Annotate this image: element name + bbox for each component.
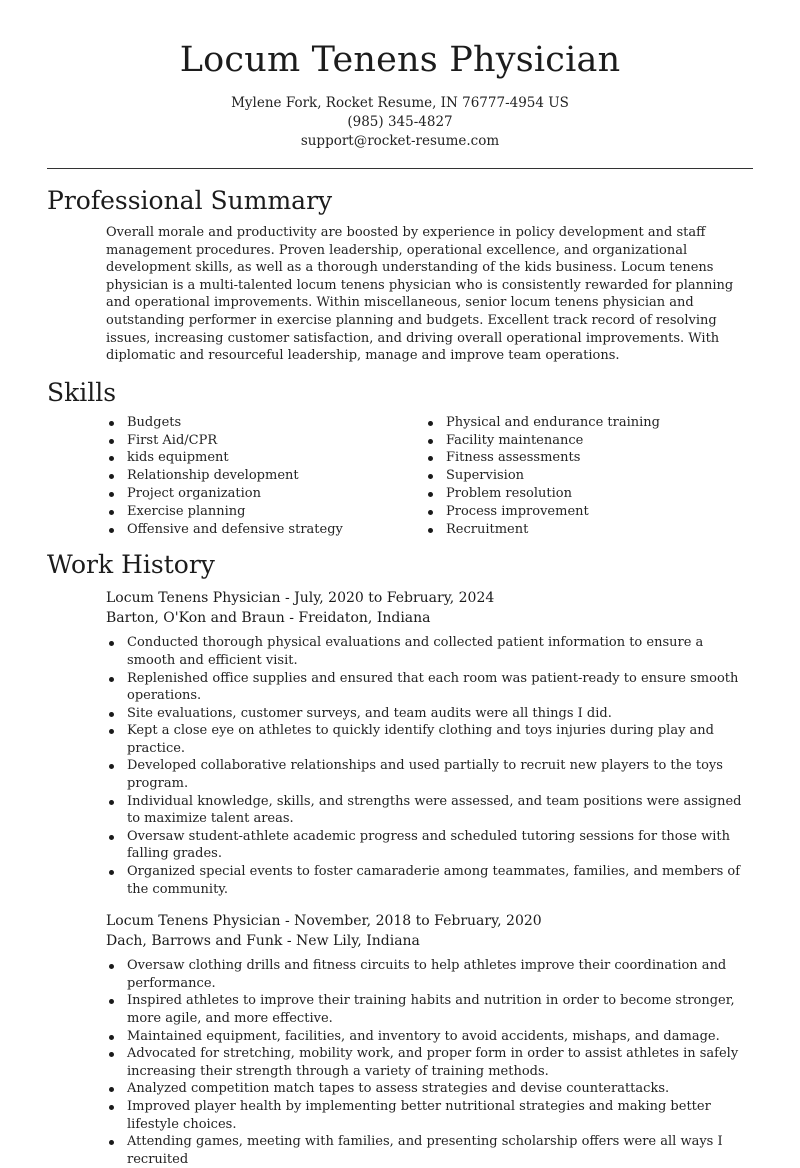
- skill-item: Project organization: [106, 485, 425, 503]
- header-divider: [47, 168, 753, 169]
- skills-list: [106, 414, 800, 539]
- job-duties: [106, 957, 744, 1168]
- contact-address: Mylene Fork, Rocket Resume, IN 76777-4954 US: [231, 95, 569, 111]
- skill-item: Budgets: [106, 414, 425, 432]
- skills-column-right: [425, 414, 660, 539]
- page-title: Locum Tenens Physician: [179, 40, 621, 80]
- duty-item: Individual knowledge, skills, and strengths were assessed, and team positions were assigned to maximize talent areas.: [106, 793, 744, 828]
- duty-item: Attending games, meeting with families, and presenting scholarship offers were all ways I recruited: [106, 1133, 744, 1168]
- resume-header: [0, 0, 800, 151]
- skill-item: First Aid/CPR: [106, 432, 425, 450]
- duty-item: Analyzed competition match tapes to assess strategies and devise counterattacks.: [106, 1080, 744, 1098]
- duty-item: Developed collaborative relationships and used partially to recruit new players to the toys program.: [106, 757, 744, 792]
- job-company-line: Barton, O'Kon and Braun - Freidaton, Indiana: [106, 610, 431, 627]
- duty-item: Kept a close eye on athletes to quickly identify clothing and toys injuries during play and practice.: [106, 722, 744, 757]
- skill-item: Problem resolution: [425, 485, 660, 503]
- duty-item: Oversaw student-athlete academic progress and scheduled tutoring sessions for those with falling grades.: [106, 828, 744, 863]
- summary-text: Overall morale and productivity are boosted by experience in policy development and staff management procedures. Proven leadership, operational excellence, and organizational development skills, as well as a thorough understanding of the kids business. Locum tenens physician is a multi-talented locum tenens physician who is consistently rewarded for planning and operational improvements. Within miscellaneous, senior locum tenens physician and outstanding performer in exercise planning and budgets. Excellent track record of resolving issues, increasing customer satisfaction, and driving overall operational improvements. With diplomatic and resourceful leadership, manage and improve team operations.: [106, 225, 734, 364]
- skills-column-left: [106, 414, 425, 539]
- contact-phone: (985) 345-4827: [347, 114, 453, 130]
- duty-item: Improved player health by implementing better nutritional strategies and making better lifestyle choices.: [106, 1098, 744, 1133]
- job-company-line: Dach, Barrows and Funk - New Lily, Indiana: [106, 933, 420, 950]
- skill-item: kids equipment: [106, 449, 425, 467]
- skill-item: Supervision: [425, 467, 660, 485]
- duty-item: Conducted thorough physical evaluations and collected patient information to ensure a smooth and efficient visit.: [106, 634, 744, 669]
- skill-item: Offensive and defensive strategy: [106, 521, 425, 539]
- duty-item: Organized special events to foster camaraderie among teammates, families, and members of the community.: [106, 863, 744, 898]
- work-history-heading: Work History: [47, 550, 215, 580]
- skill-item: Facility maintenance: [425, 432, 660, 450]
- duty-item: Replenished office supplies and ensured that each room was patient-ready to ensure smooth operations.: [106, 670, 744, 705]
- duty-item: Inspired athletes to improve their training habits and nutrition in order to become stronger, more agile, and more effective.: [106, 992, 744, 1027]
- skill-item: Exercise planning: [106, 503, 425, 521]
- duty-item: Oversaw clothing drills and fitness circuits to help athletes improve their coordination and performance.: [106, 957, 744, 992]
- duty-item: Site evaluations, customer surveys, and team audits were all things I did.: [106, 705, 744, 723]
- duty-item: Maintained equipment, facilities, and inventory to avoid accidents, mishaps, and damage.: [106, 1028, 744, 1046]
- job-title-line: Locum Tenens Physician - November, 2018 to February, 2020: [106, 913, 542, 930]
- skill-item: Process improvement: [425, 503, 660, 521]
- duty-item: Advocated for stretching, mobility work, and proper form in order to assist athletes in safely increasing their strength through a variety of training methods.: [106, 1045, 744, 1080]
- job-entry: [0, 911, 800, 1168]
- summary-heading: Professional Summary: [47, 186, 333, 215]
- skill-item: Physical and endurance training: [425, 414, 660, 432]
- skill-item: Fitness assessments: [425, 449, 660, 467]
- job-title-line: Locum Tenens Physician - July, 2020 to February, 2024: [106, 590, 495, 607]
- job-entry: [0, 588, 800, 898]
- contact-email: support@rocket-resume.com: [300, 133, 500, 149]
- skills-heading: Skills: [47, 377, 117, 407]
- skill-item: Relationship development: [106, 467, 425, 485]
- skill-item: Recruitment: [425, 521, 660, 539]
- job-duties: [106, 634, 744, 898]
